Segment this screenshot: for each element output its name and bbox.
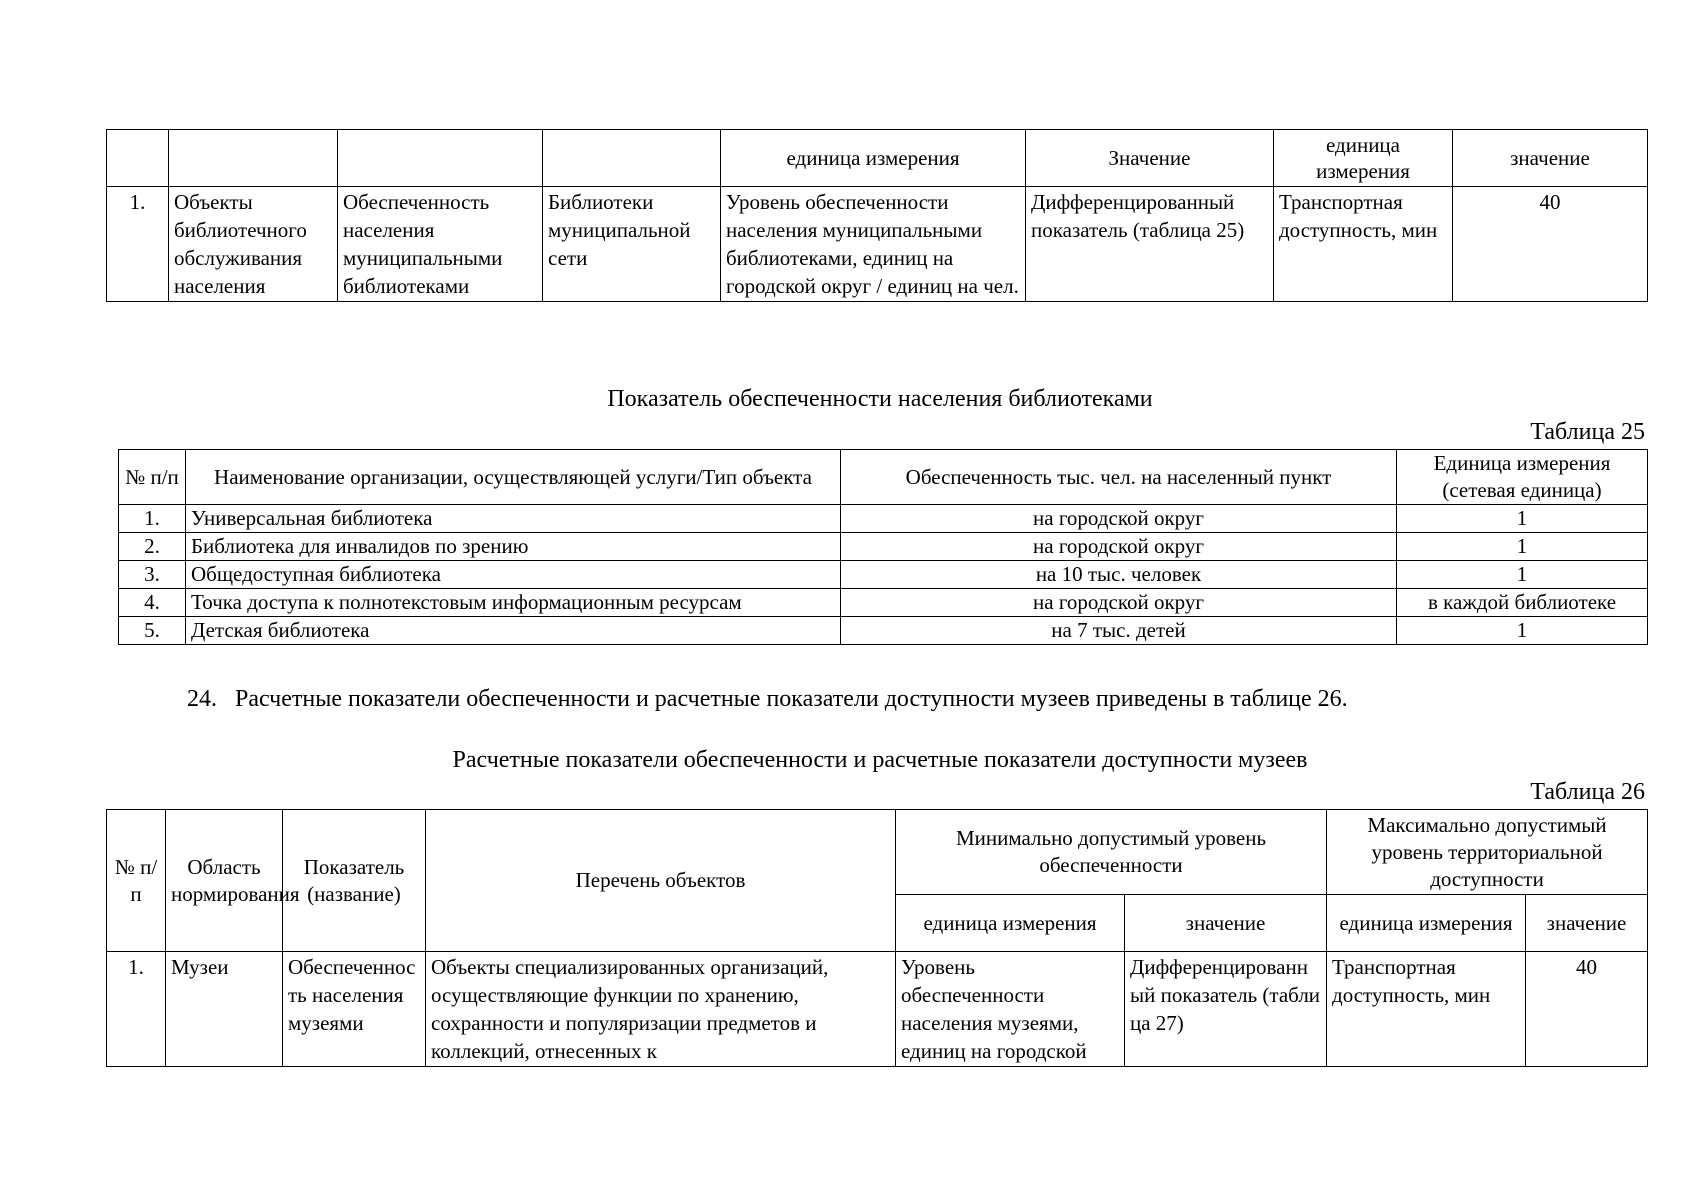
row-name: Точка доступа к полнотекстовым информационным ресурсам <box>186 589 841 617</box>
row-number: 3. <box>119 561 186 589</box>
row-name: Библиотека для инвалидов по зрению <box>186 533 841 561</box>
table-row <box>119 589 1648 617</box>
table-row <box>119 617 1648 645</box>
row-indicator: Обеспеченность населения муниципальными библиотеками <box>338 187 543 302</box>
row-name: Детская библиотека <box>186 617 841 645</box>
header-value2: значение <box>1526 895 1648 952</box>
row-objects: Объекты специализированных организаций, осуществляющие функции по хранению, сохранности и популяризации предметов и коллекций, отнесенных к <box>426 952 896 1067</box>
table-row <box>107 952 1648 1067</box>
library-provision-table <box>118 449 1648 645</box>
row-unit: 1 <box>1397 533 1648 561</box>
row-area: Музеи <box>166 952 283 1067</box>
table25-title: Показатель обеспеченности населения библиотеками <box>607 386 1153 412</box>
row-value: Дифференцированный показатель (таблица 25) <box>1026 187 1274 302</box>
table-row <box>107 187 1648 302</box>
row-provision: на городской округ <box>841 589 1397 617</box>
row-number: 1. <box>119 505 186 533</box>
row-unit: Уровень обеспеченности населения муниципальными библиотеками, единиц на городской округ / единиц на чел. <box>721 187 1026 302</box>
row-unit: 1 <box>1397 617 1648 645</box>
paragraph-24: 24. Расчетные показатели обеспеченности и расчетные показатели доступности музеев приведены в таблице 26. <box>187 686 1348 712</box>
header-area: Область нормирования <box>166 810 283 952</box>
row-number: 5. <box>119 617 186 645</box>
row-provision: на городской округ <box>841 505 1397 533</box>
header-value: Значение <box>1026 130 1274 187</box>
table25-label: Таблица 25 <box>1530 419 1645 445</box>
row-provision: на 7 тыс. детей <box>841 617 1397 645</box>
header-cell <box>107 130 169 187</box>
header-unit: Единица измерения (сетевая единица) <box>1397 450 1648 505</box>
row-number: 2. <box>119 533 186 561</box>
header-access-value: значение <box>1453 130 1648 187</box>
row-name: Универсальная библиотека <box>186 505 841 533</box>
header-unit1: единица измерения <box>896 895 1125 952</box>
row-number: 4. <box>119 589 186 617</box>
row-unit: в каждой библиотеке <box>1397 589 1648 617</box>
header-max-level: Максимально допустимый уровень территориальной доступности <box>1327 810 1648 895</box>
row-unit: Уровень обеспеченности населения музеями, единиц на городской <box>896 952 1125 1067</box>
table-header-row <box>107 810 1648 895</box>
row-number: 1. <box>107 187 169 302</box>
header-unit: единица измерения <box>721 130 1026 187</box>
row-access-value: 40 <box>1526 952 1648 1067</box>
library-standards-table <box>106 129 1648 302</box>
row-unit: 1 <box>1397 505 1648 533</box>
header-cell <box>169 130 338 187</box>
row-access-value: 40 <box>1453 187 1648 302</box>
table-row <box>119 561 1648 589</box>
header-cell <box>338 130 543 187</box>
table26-title: Расчетные показатели обеспеченности и расчетные показатели доступности музеев <box>452 747 1308 773</box>
row-provision: на 10 тыс. человек <box>841 561 1397 589</box>
row-access-unit: Транспортная доступность, мин <box>1274 187 1453 302</box>
header-cell <box>543 130 721 187</box>
header-access-unit: единица измерения <box>1274 130 1453 187</box>
museum-standards-table <box>106 809 1648 1067</box>
header-objects: Перечень объектов <box>426 810 896 952</box>
row-area: Объекты библиотечного обслуживания населения <box>169 187 338 302</box>
row-indicator: Обеспеченность населения музеями <box>283 952 426 1067</box>
row-value: Дифференцированный показатель (таблица 27) <box>1125 952 1327 1067</box>
table-row <box>119 505 1648 533</box>
row-name: Общедоступная библиотека <box>186 561 841 589</box>
header-num: № п/п <box>119 450 186 505</box>
header-min-level: Минимально допустимый уровень обеспеченности <box>896 810 1327 895</box>
header-unit2: единица измерения <box>1327 895 1526 952</box>
row-objects: Библиотеки муниципальной сети <box>543 187 721 302</box>
header-name: Наименование организации, осуществляющей услуги/Тип объекта <box>186 450 841 505</box>
table-header-row <box>119 450 1648 505</box>
header-indicator: Показатель (название) <box>283 810 426 952</box>
header-provision: Обеспеченность тыс. чел. на населенный пункт <box>841 450 1397 505</box>
row-access-unit: Транспортная доступность, мин <box>1327 952 1526 1067</box>
table-header-row <box>107 130 1648 187</box>
row-number: 1. <box>107 952 166 1067</box>
table26-label: Таблица 26 <box>1530 779 1645 805</box>
table-row <box>119 533 1648 561</box>
header-num: № п/п <box>107 810 166 952</box>
row-provision: на городской округ <box>841 533 1397 561</box>
header-value1: значение <box>1125 895 1327 952</box>
row-unit: 1 <box>1397 561 1648 589</box>
